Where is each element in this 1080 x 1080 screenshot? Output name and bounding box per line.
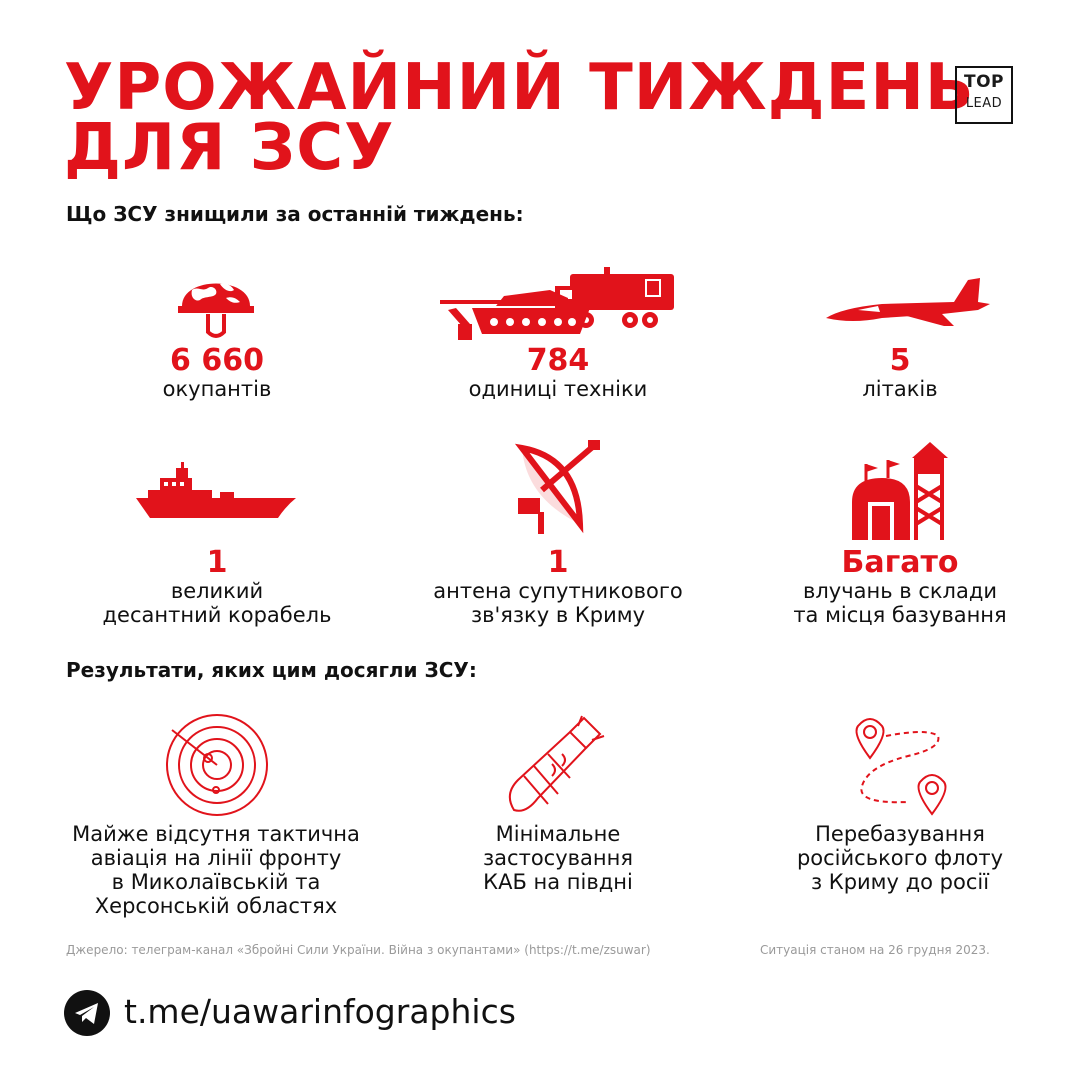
- result-kab-line-3: КАБ на півдні: [483, 870, 633, 894]
- radar-icon: [164, 712, 270, 818]
- result-aviation-line-4: Херсонській областях: [94, 894, 338, 918]
- stat-antenna-label-2: зв'язку в Криму: [470, 603, 646, 627]
- logo-bottom-text: LEAD: [965, 96, 1003, 111]
- source-note: Джерело: телеграм-канал «Збройні Сили України. Війна з окупантами» (https://t.me/zsuwar): [66, 943, 651, 957]
- stat-base-label-1: влучань в склади: [802, 579, 998, 603]
- landing-ship-icon: [136, 462, 298, 520]
- destroyed-heading: Що ЗСУ знищили за останній тиждень:: [66, 202, 524, 226]
- stat-occupants-label: окупантів: [162, 377, 272, 401]
- military-base-icon: [848, 440, 948, 540]
- stat-ship-label-1: великий: [170, 579, 264, 603]
- stat-aircraft-value: 5: [889, 343, 911, 378]
- result-kab-line-1: Мінімальне: [495, 822, 621, 846]
- result-fleet-line-1: Перебазування: [815, 822, 985, 846]
- helmet-icon: [176, 262, 256, 342]
- stat-base-label-2: та місця базування: [793, 603, 1007, 627]
- result-aviation-line-3: в Миколаївській та: [111, 870, 321, 894]
- logo-top-text: TOP: [963, 72, 1004, 92]
- stat-vehicles-value: 784: [526, 343, 590, 378]
- result-kab-line-2: застосування: [483, 846, 633, 870]
- page-title: [64, 51, 975, 185]
- military-vehicles-icon: [440, 262, 680, 344]
- result-aviation-line-2: авіація на лінії фронту: [90, 846, 342, 870]
- result-fleet-line-3: з Криму до росії: [810, 870, 990, 894]
- satellite-dish-icon: [508, 438, 604, 536]
- stat-ship-value: 1: [206, 545, 228, 580]
- stat-vehicles-label: одиниці техніки: [468, 377, 648, 401]
- jet-aircraft-icon: [822, 272, 992, 334]
- result-fleet-line-2: російського флоту: [796, 846, 1004, 870]
- stat-antenna-value: 1: [547, 545, 569, 580]
- result-aviation-line-1: Майже відсутня тактична: [72, 822, 360, 846]
- stat-occupants-value: 6 660: [170, 343, 264, 378]
- results-heading: Результати, яких цим досягли ЗСУ:: [66, 658, 477, 682]
- telegram-icon[interactable]: [64, 990, 110, 1036]
- relocation-route-icon: [848, 714, 948, 818]
- top-lead-logo[interactable]: [955, 66, 1013, 124]
- title-line-2: ДЛЯ ЗСУ: [64, 111, 395, 185]
- stat-antenna-label-1: антена супутникового: [433, 579, 683, 603]
- guided-bomb-icon: [504, 714, 610, 820]
- situation-date: Ситуація станом на 26 грудня 2023.: [760, 943, 990, 957]
- title-line-1: УРОЖАЙНИЙ ТИЖДЕНЬ: [64, 51, 975, 125]
- stat-ship-label-2: десантний корабель: [102, 603, 332, 627]
- stat-base-value: Багато: [841, 545, 959, 580]
- stat-aircraft-label: літаків: [862, 377, 938, 401]
- telegram-link[interactable]: t.me/uawarinfographics: [124, 992, 516, 1031]
